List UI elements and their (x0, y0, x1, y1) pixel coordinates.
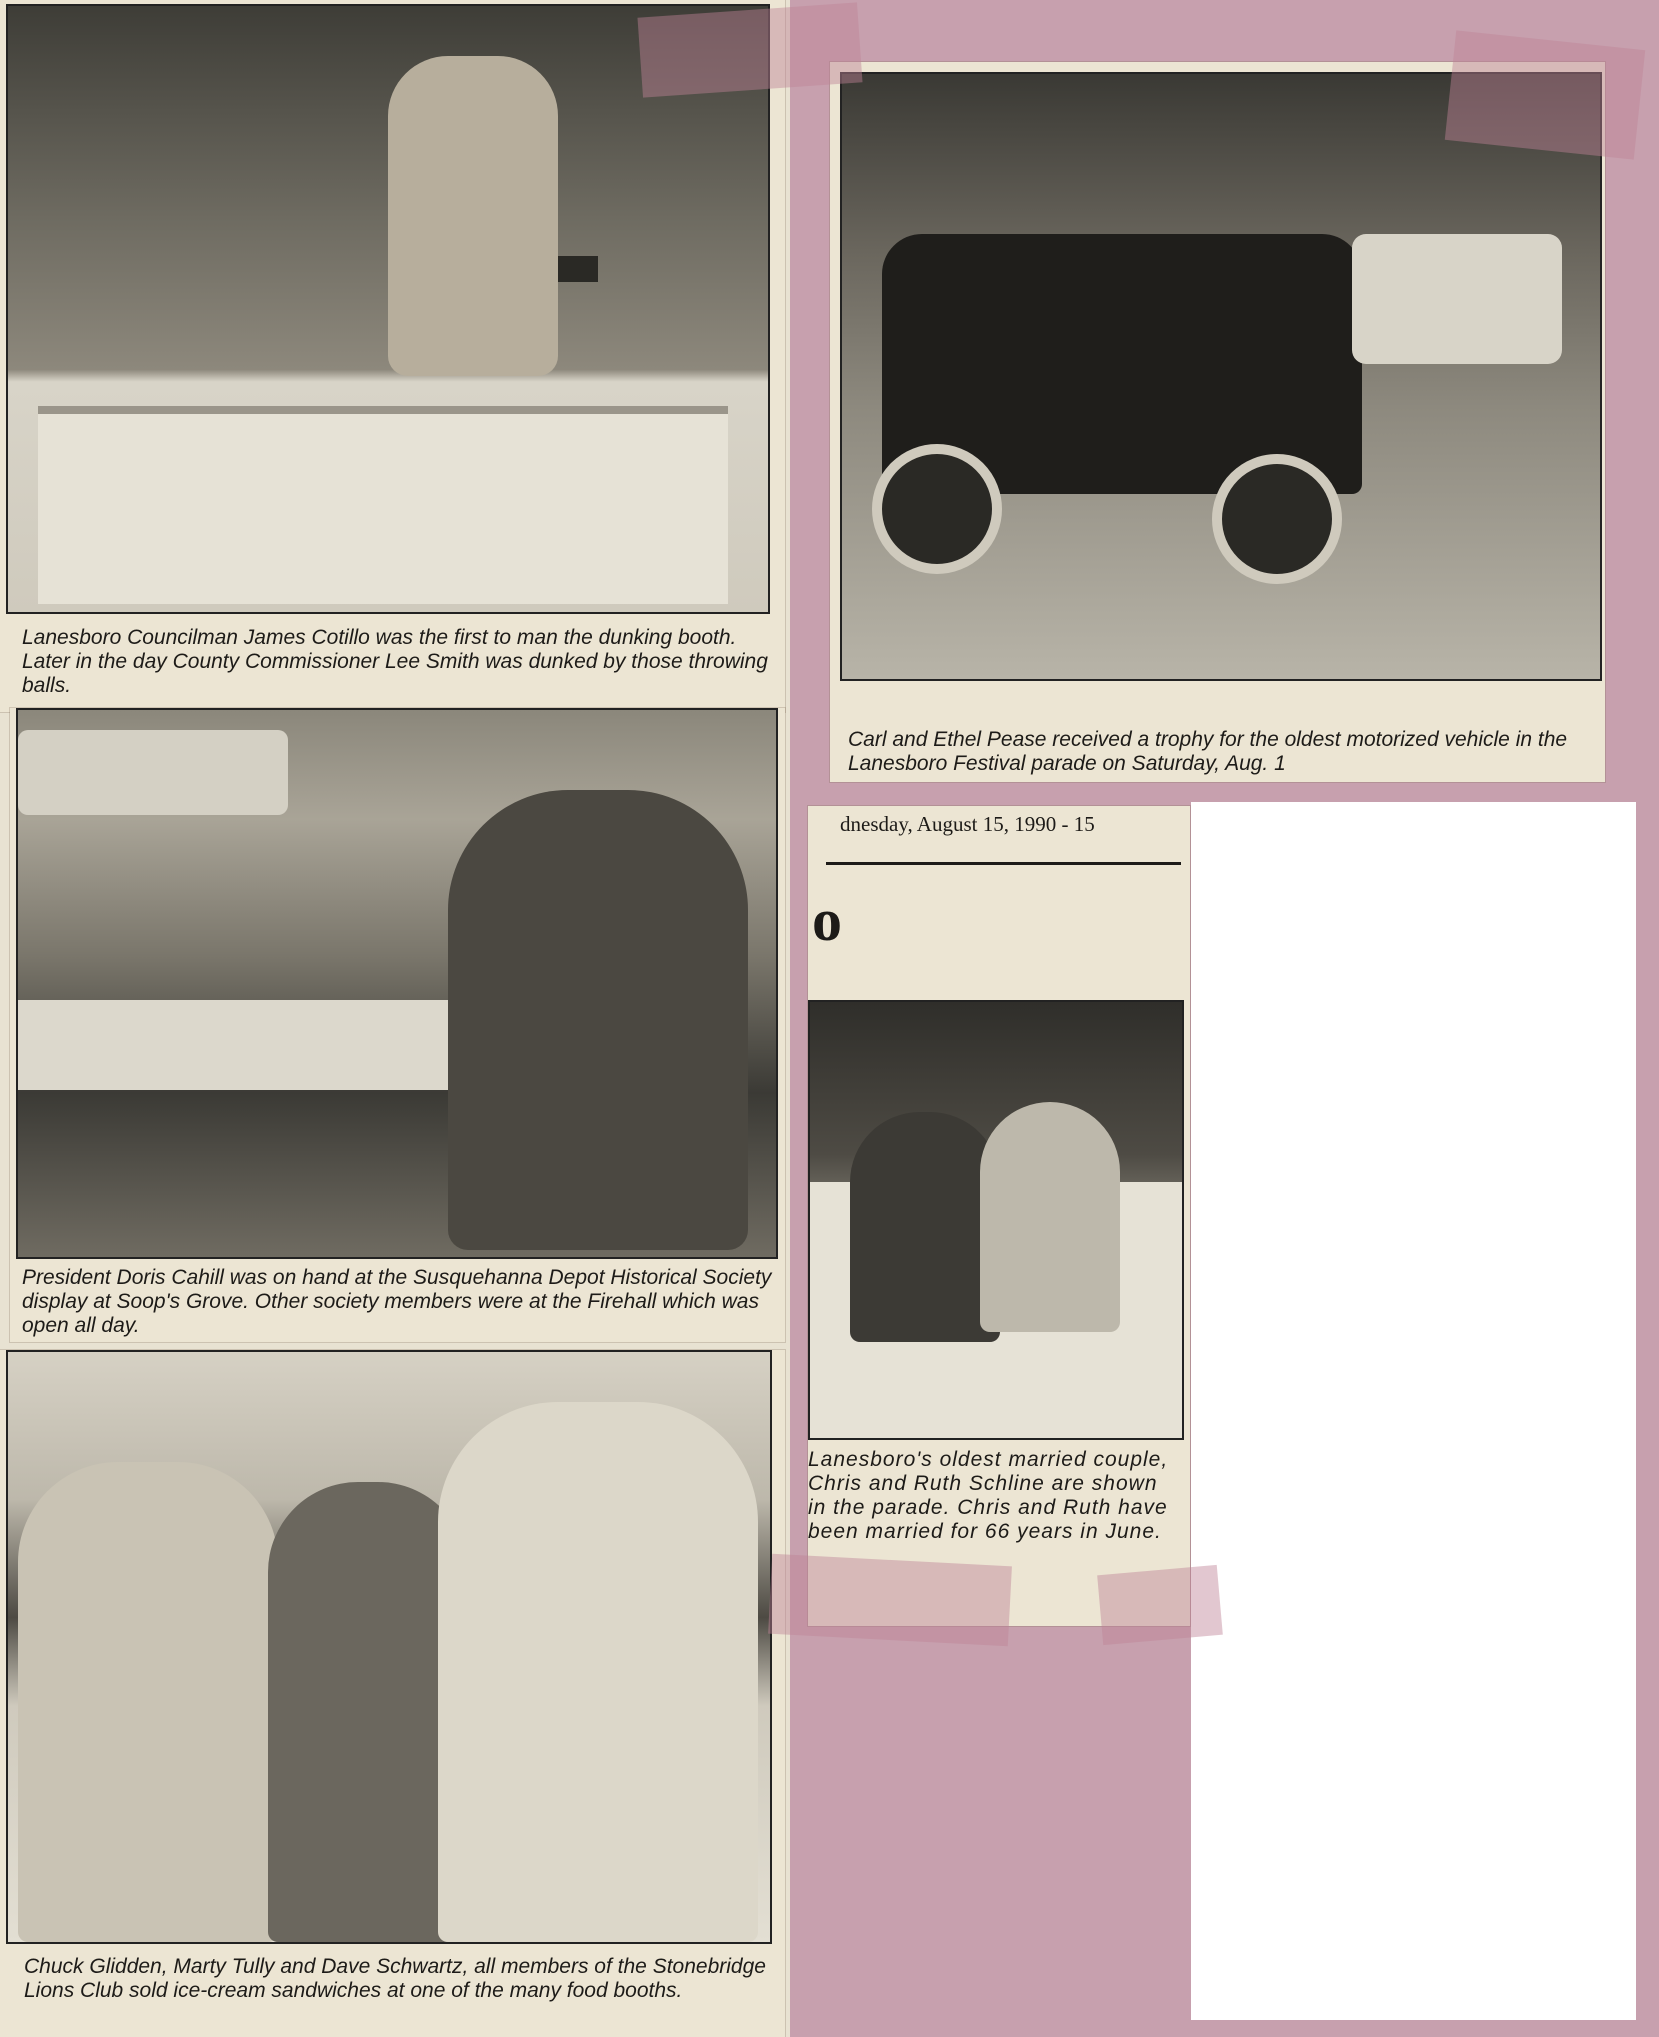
clipping-antique-car (830, 62, 1605, 782)
photo-antique-car (840, 72, 1602, 681)
person-figure (388, 56, 558, 376)
caption-historical-society: President Doris Cahill was on hand at the Susquehanna Depot Historical Society display at Soop's Grove. Other society members were at the Firehall which was open all day. (22, 1266, 772, 1337)
tape-piece (637, 2, 862, 97)
headline-fragment: o (812, 887, 842, 953)
tape-piece (1097, 1565, 1223, 1645)
caption-married-couple: Lanesboro's oldest married couple, Chris and Ruth Schline are shown in the parade. Chris and Ruth have been married for 66 years in June. (808, 1448, 1169, 1543)
man-right (438, 1402, 758, 1942)
booth-tank (38, 406, 728, 604)
parked-cars (18, 730, 288, 815)
date-rule (826, 862, 1181, 865)
woman-passenger (980, 1102, 1120, 1332)
caption-antique-car: Carl and Ethel Pease received a trophy for the oldest motorized vehicle in the Lanesboro Festival parade on Saturday, Aug. 1 (848, 728, 1568, 775)
photo-married-couple (808, 1000, 1184, 1440)
photo-lions-club (6, 1350, 772, 1944)
caption-lions-club: Chuck Glidden, Marty Tully and Dave Schwartz, all members of the Stonebridge Lions Club sold ice-cream sandwiches at one of the many food booths. (24, 1955, 766, 2002)
seated-woman (448, 790, 748, 1250)
car-wheel-left (872, 444, 1002, 574)
man-left (18, 1462, 278, 1942)
clipping-historical-society (10, 708, 785, 1342)
car-wheel-right (1212, 454, 1342, 584)
man-in-hat (850, 1112, 1000, 1342)
tape-piece (768, 1554, 1012, 1646)
blank-white-area (1191, 802, 1636, 2020)
date-line: dnesday, August 15, 1990 - 15 (840, 812, 1095, 836)
clipping-married-couple (808, 806, 1190, 1626)
clipping-lions-club (0, 1350, 785, 2037)
tape-piece (1445, 30, 1645, 159)
photo-historical-society (16, 708, 778, 1259)
parade-car-behind (1352, 234, 1562, 364)
caption-dunking-booth: Lanesboro Councilman James Cotillo was the first to man the dunking booth. Later in the day County Commissioner Lee Smith was dunked by those throwing balls. (22, 626, 768, 697)
clipping-dunking-booth (0, 0, 785, 712)
